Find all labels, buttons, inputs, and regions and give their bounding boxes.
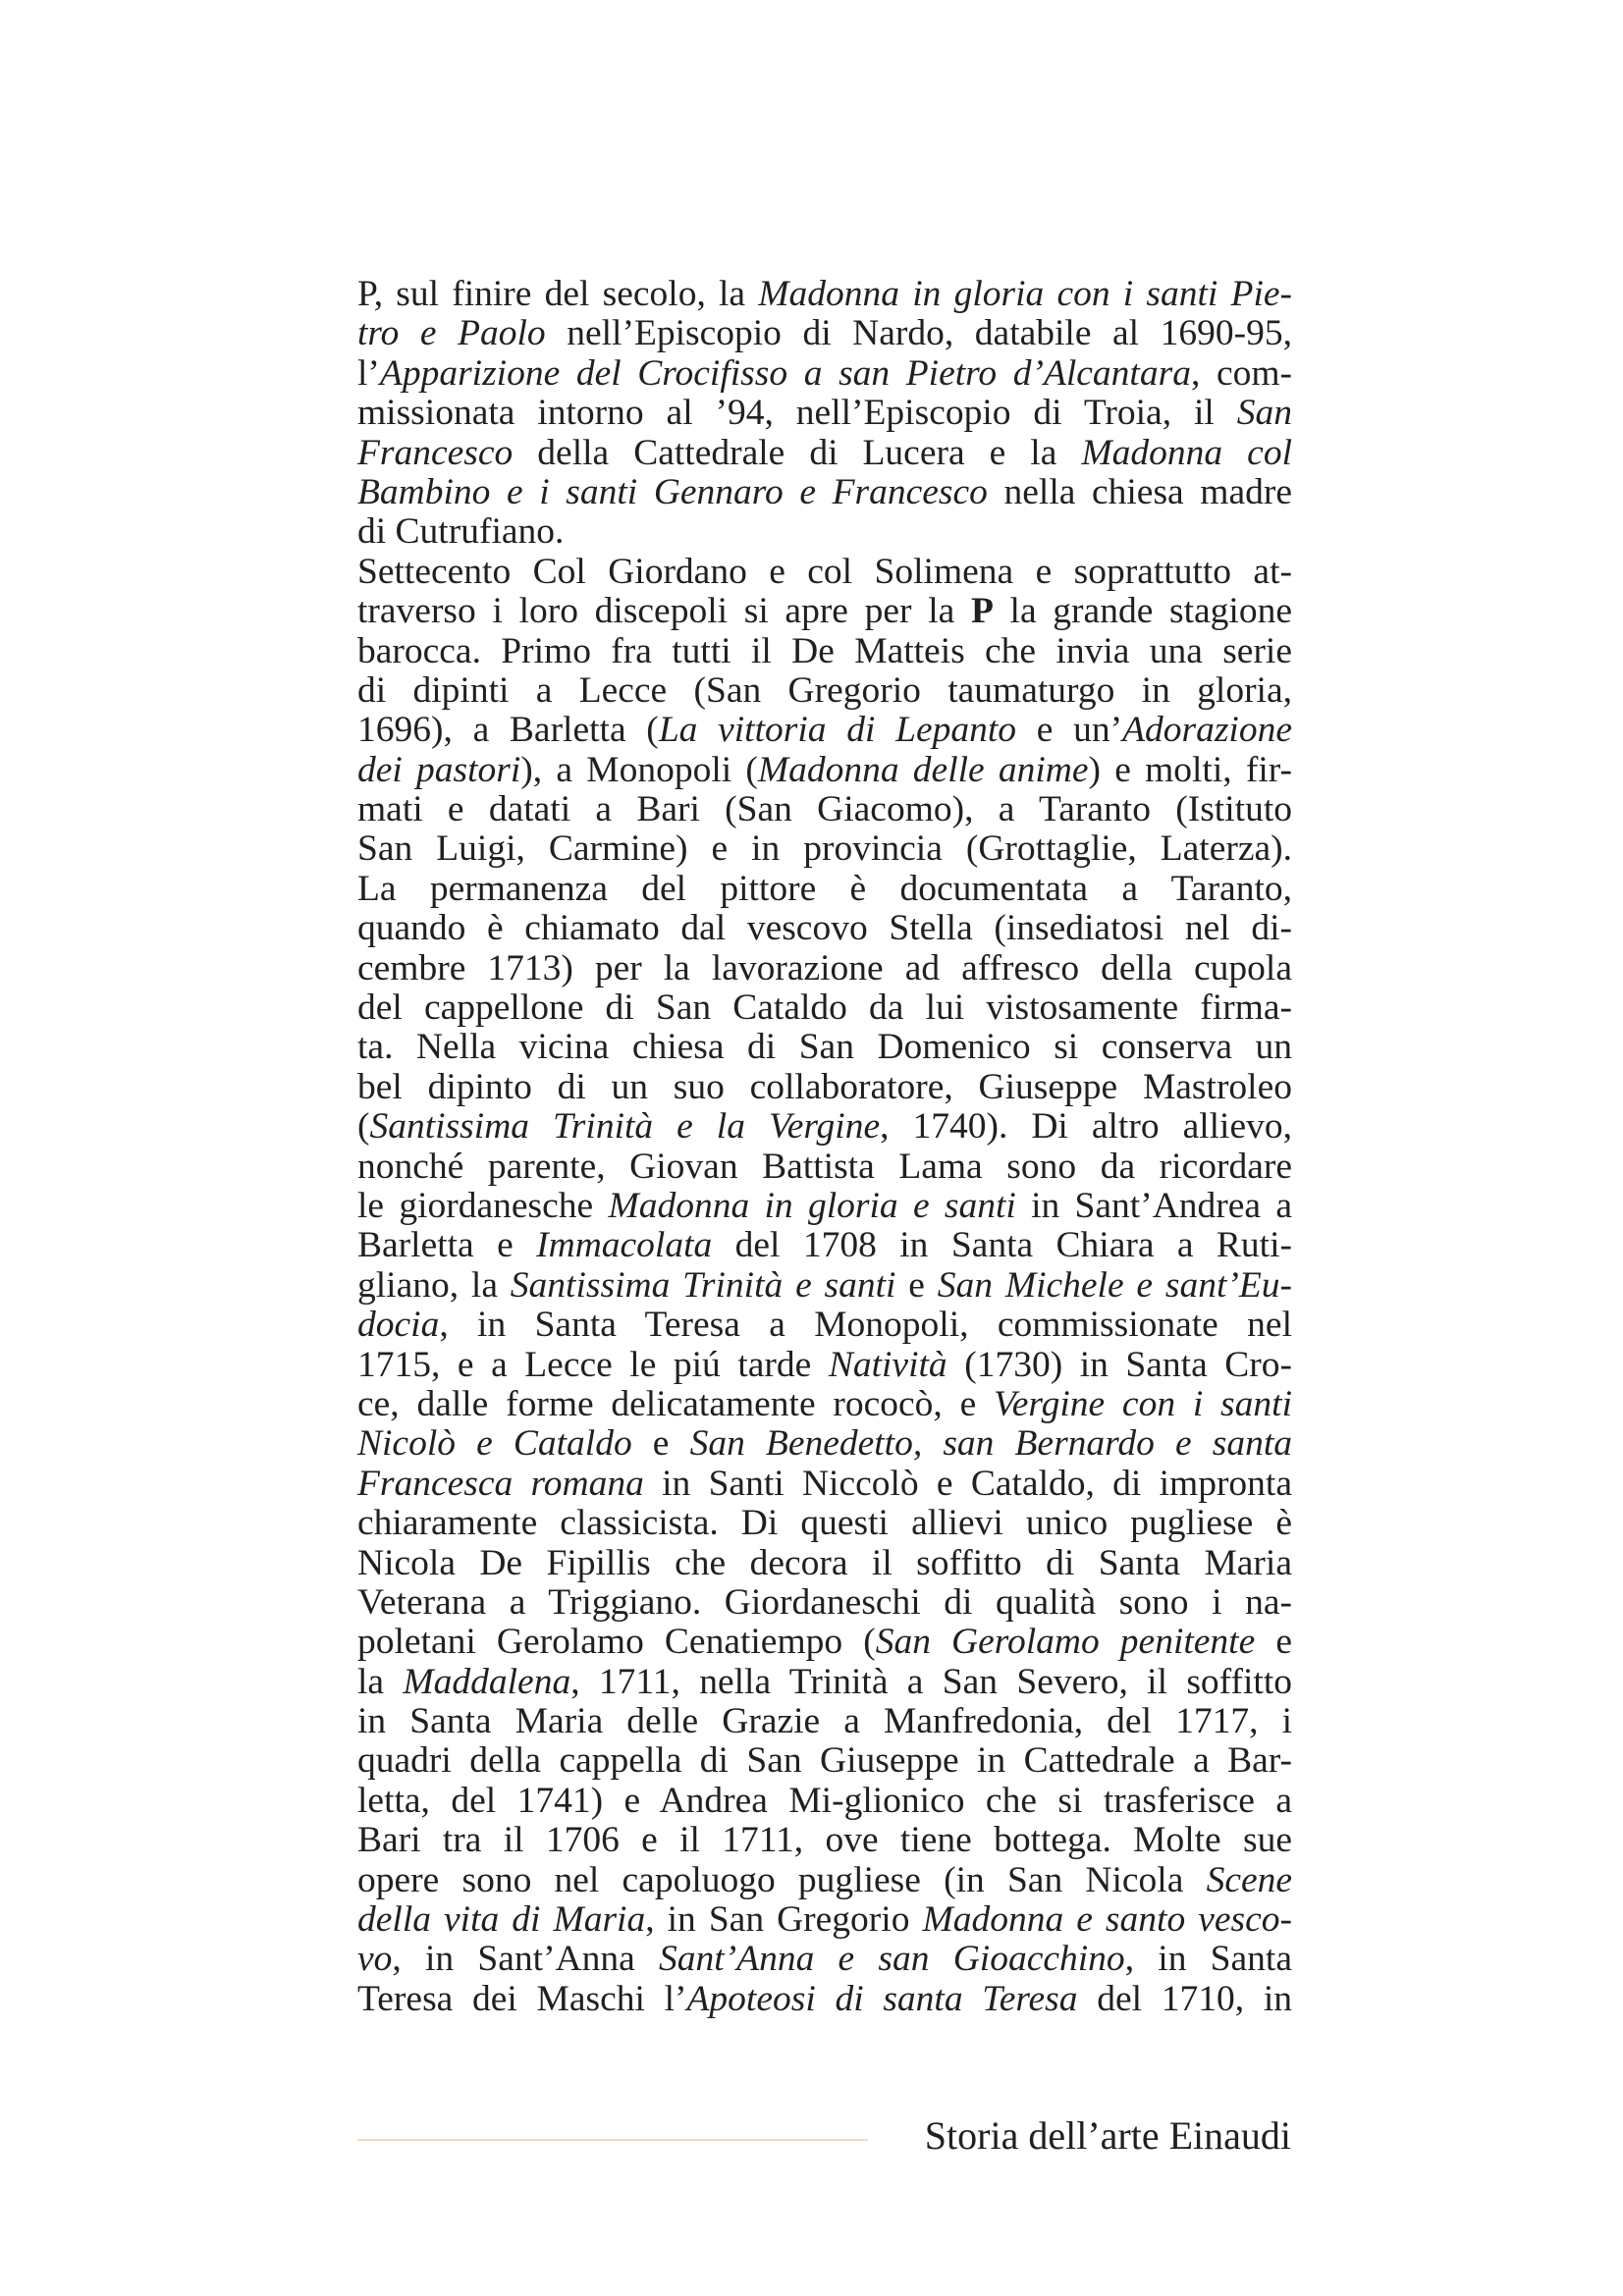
text-line — [357, 1900, 1292, 1940]
text-span: ce, dalle forme delicatamente rococò, e — [357, 1383, 994, 1424]
text-span: , com- — [1190, 352, 1292, 394]
text-line — [357, 1861, 1292, 1900]
text-line — [357, 1306, 1292, 1345]
text-line — [357, 1821, 1292, 1860]
italic-title-span: La vittoria di Lepanto — [658, 710, 1017, 751]
body-text — [357, 275, 1292, 2019]
text-line — [357, 512, 1292, 552]
text-line — [357, 1068, 1292, 1107]
text-span: quando è chiamato dal vescovo Stella (insediatosi nel di- — [357, 908, 1292, 949]
text-line — [357, 988, 1292, 1028]
italic-title-span: Apoteosi di santa Teresa — [686, 1978, 1078, 2019]
italic-title-span: Natività — [828, 1344, 947, 1385]
italic-title-span: Madonna e santo vesco- — [922, 1899, 1292, 1941]
text-span: la grande stagione — [993, 591, 1292, 632]
text-line — [357, 1266, 1292, 1306]
text-span: , in Sant’Anna — [392, 1939, 659, 1980]
text-span: ), a Monopoli ( — [520, 749, 758, 790]
text-line — [357, 1187, 1292, 1226]
italic-title-span: Francesco — [357, 432, 514, 473]
text-span: del 1710, in — [1077, 1978, 1292, 2019]
text-span: Veterana a Triggiano. Giordaneschi di qualità sono i na- — [357, 1581, 1292, 1623]
text-span: (1730) in Santa Cro- — [947, 1344, 1293, 1385]
text-line — [357, 632, 1292, 671]
text-line — [357, 829, 1292, 869]
text-span: e — [1255, 1622, 1292, 1663]
text-line — [357, 1226, 1292, 1265]
text-line — [357, 553, 1292, 592]
text-line — [357, 1702, 1292, 1741]
text-span: opere sono nel capoluogo pugliese (in San Nicola — [357, 1859, 1207, 1900]
text-line — [357, 1346, 1292, 1385]
text-span: in Sant’Andrea a — [1015, 1185, 1293, 1226]
text-line — [357, 1385, 1292, 1424]
text-span: ( — [357, 1106, 370, 1148]
text-span: di Cutrufiano. — [357, 511, 565, 553]
text-span: gliano, la — [357, 1264, 511, 1306]
text-span: Nicola De Fipillis che decora il soffitto di Santa Maria — [357, 1542, 1292, 1583]
italic-title-span: Madonna in gloria con i santi Pie- — [758, 274, 1292, 314]
text-line — [357, 1148, 1292, 1187]
bold-span: P — [970, 591, 994, 632]
text-span: le giordanesche — [357, 1185, 609, 1226]
italic-title-span: dei pastori — [357, 749, 521, 790]
text-line — [357, 1623, 1292, 1662]
text-span: , in Santa — [1124, 1939, 1292, 1980]
footer-title: Storia dell’arte Einaudi — [924, 2113, 1291, 2158]
text-line — [357, 1424, 1292, 1464]
text-line — [357, 394, 1292, 433]
text-line — [357, 870, 1292, 909]
text-span: quadri della cappella di San Giuseppe in Cattedrale a Bar- — [357, 1740, 1292, 1782]
italic-title-span: Santissima Trinità e santi — [510, 1264, 896, 1306]
italic-title-span: Adorazione — [1122, 710, 1293, 751]
text-span: e — [631, 1423, 690, 1465]
italic-title-span: Santissima Trinità e la Vergine — [369, 1106, 881, 1148]
text-line — [357, 592, 1292, 631]
text-span: cembre 1713) per la lavorazione ad affresco della cupola — [357, 947, 1292, 988]
text-line — [357, 751, 1292, 790]
text-span: bel dipinto di un suo collaboratore, Giuseppe Mastroleo — [357, 1066, 1292, 1107]
text-span: letta, del 1741) e Andrea Mi-glionico che si trasferisce a — [357, 1780, 1292, 1821]
text-line — [357, 1028, 1292, 1067]
footer-divider — [357, 2139, 868, 2141]
italic-title-span: San Gerolamo penitente — [875, 1622, 1256, 1663]
text-line — [357, 1583, 1292, 1623]
italic-title-span: Nicolò e Cataldo — [357, 1423, 632, 1465]
italic-title-span: tro e Paolo — [357, 313, 546, 354]
text-span: nella chiesa madre — [987, 471, 1292, 512]
text-line — [357, 671, 1292, 711]
text-span: Barletta e — [357, 1225, 537, 1266]
text-span: La permanenza del pittore è documentata a Taranto, — [357, 868, 1292, 909]
text-line — [357, 473, 1292, 512]
text-span: 1696), a Barletta ( — [357, 710, 659, 751]
text-line — [357, 1782, 1292, 1821]
text-span: la — [357, 1661, 404, 1702]
italic-title-span: Madonna in gloria e santi — [608, 1185, 1016, 1226]
text-span: Teresa dei Maschi l’ — [357, 1978, 687, 2019]
text-span: 1715, e a Lecce le piú tarde — [357, 1344, 829, 1385]
text-span: e un’ — [1016, 710, 1123, 751]
text-span: ) e molti, fir- — [1088, 749, 1292, 790]
italic-title-span: Scene — [1206, 1859, 1292, 1900]
text-line — [357, 1940, 1292, 1979]
text-line — [357, 354, 1292, 394]
text-span: nell’Episcopio di Nardo, databile al 1690-95, — [545, 313, 1293, 354]
text-span: , in San Gregorio — [645, 1899, 923, 1941]
text-span: mati e datati a Bari (San Giacomo), a Taranto (Istituto — [357, 789, 1292, 830]
text-span: P, sul finire del secolo, la — [357, 274, 759, 314]
italic-title-span: docia — [357, 1305, 440, 1346]
italic-title-span: San — [1236, 393, 1292, 434]
text-span: chiaramente classicista. Di questi allievi unico pugliese è — [357, 1503, 1292, 1544]
text-line — [357, 1465, 1292, 1504]
text-line — [357, 434, 1292, 473]
text-span: traverso i loro discepoli si apre per la — [357, 591, 971, 632]
text-span: l’ — [357, 352, 380, 394]
text-line — [357, 314, 1292, 353]
italic-title-span: Madonna delle anime — [757, 749, 1089, 790]
text-span: , 1740). Di altro allievo, — [880, 1106, 1292, 1148]
text-span: poletani Gerolamo Cenatiempo ( — [357, 1622, 876, 1663]
text-line — [357, 711, 1292, 750]
text-line — [357, 790, 1292, 829]
text-span: e — [895, 1264, 938, 1306]
text-line — [357, 909, 1292, 948]
text-line — [357, 1663, 1292, 1702]
text-line — [357, 1107, 1292, 1147]
italic-title-span: della vita di Maria — [357, 1899, 646, 1941]
text-line — [357, 1544, 1292, 1583]
italic-title-span: Immacolata — [536, 1225, 713, 1266]
text-span: barocca. Primo fra tutti il De Matteis che invia una serie — [357, 630, 1292, 671]
text-span: in Santa Maria delle Grazie a Manfredonia, del 1717, i — [357, 1701, 1292, 1742]
text-span: , in Santa Teresa a Monopoli, commissionate nel — [439, 1305, 1292, 1346]
text-span: Settecento Col Giordano e col Solimena e soprattutto at- — [357, 551, 1292, 592]
italic-title-span: Vergine con i santi — [994, 1383, 1292, 1424]
text-span: del cappellone di San Cataldo da lui vistosamente firma- — [357, 988, 1292, 1029]
italic-title-span: Francesca romana — [357, 1463, 644, 1504]
text-span: del 1708 in Santa Chiara a Ruti- — [712, 1225, 1292, 1266]
text-line — [357, 275, 1292, 314]
italic-title-span: Madonna col — [1081, 432, 1292, 473]
text-line — [357, 1504, 1292, 1543]
italic-title-span: Bambino e i santi Gennaro e Francesco — [357, 471, 988, 512]
text-span: nonché parente, Giovan Battista Lama sono da ricordare — [357, 1146, 1292, 1187]
text-span: della Cattedrale di Lucera e la — [513, 432, 1082, 473]
italic-title-span: San Benedetto, san Bernardo e santa — [689, 1423, 1292, 1465]
text-span: missionata intorno al ’94, nell’Episcopio di Troia, il — [357, 393, 1237, 434]
text-line — [357, 1741, 1292, 1781]
text-span: San Luigi, Carmine) e in provincia (Grottaglie, Laterza). — [357, 828, 1292, 870]
text-span: , 1711, nella Trinità a San Severo, il soffitto — [570, 1661, 1292, 1702]
text-span: Bari tra il 1706 e il 1711, ove tiene bottega. Molte sue — [357, 1820, 1292, 1861]
text-line — [357, 949, 1292, 988]
text-line — [357, 1980, 1292, 2019]
text-span: ta. Nella vicina chiesa di San Domenico si conserva un — [357, 1027, 1292, 1068]
italic-title-span: Apparizione del Crocifisso a san Pietro d’Alcantara — [379, 352, 1191, 394]
italic-title-span: San Michele e sant’Eu- — [937, 1264, 1292, 1306]
text-span: di dipinti a Lecce (San Gregorio taumaturgo in gloria, — [357, 669, 1292, 711]
italic-title-span: Maddalena — [403, 1661, 571, 1702]
italic-title-span: vo — [357, 1939, 393, 1980]
text-span: in Santi Niccolò e Cataldo, di impronta — [643, 1463, 1292, 1504]
italic-title-span: Sant’Anna e san Gioacchino — [659, 1939, 1125, 1980]
